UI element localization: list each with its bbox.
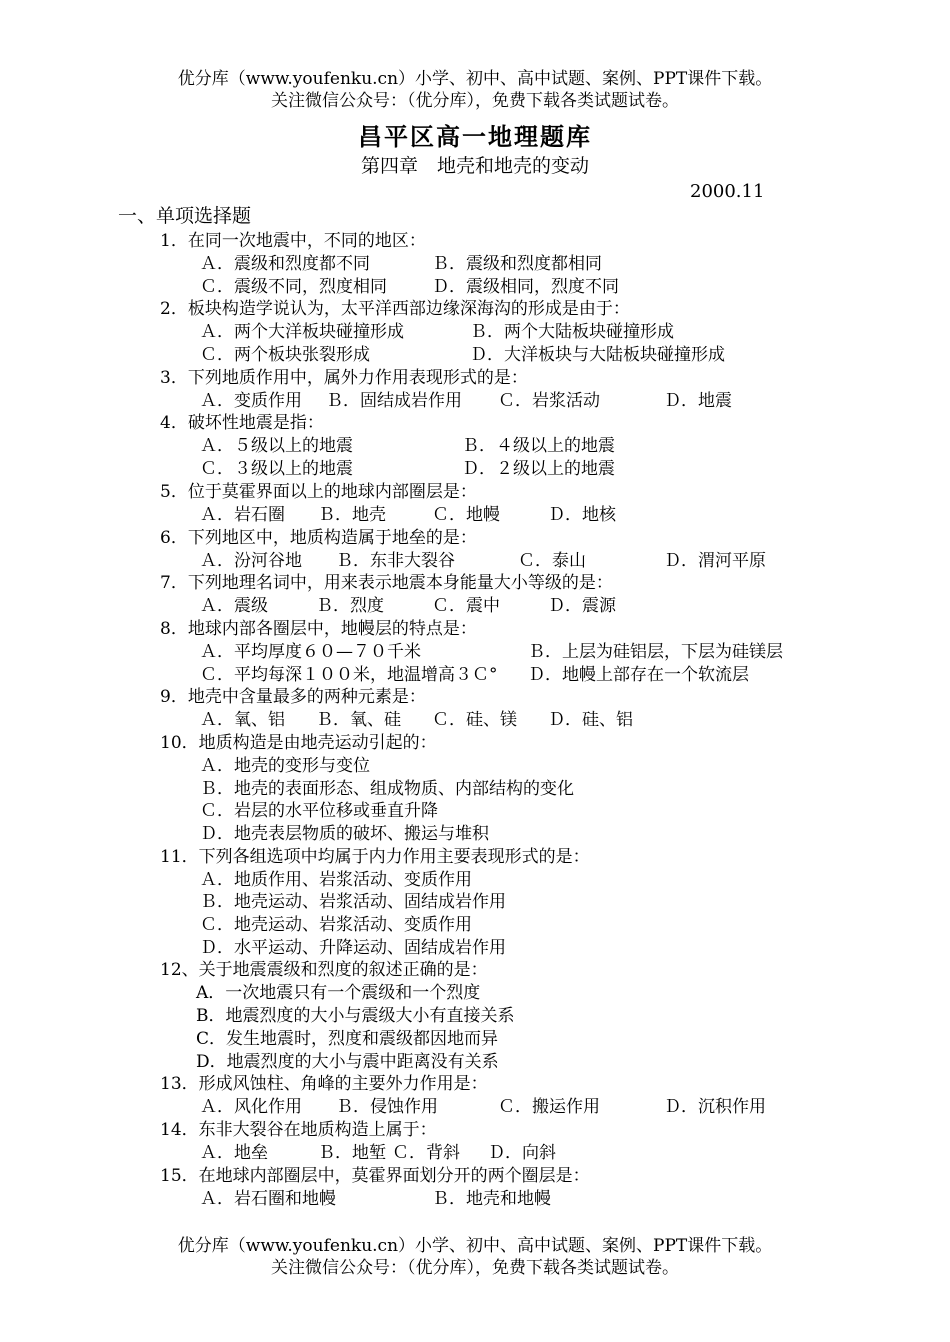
option-row (0, 390, 950, 413)
answer-option: Ｄ．地幔上部存在一个软流层 (528, 664, 749, 685)
answer-option: Ｃ．平均每深１００米，地温增高３Ｃ° (200, 664, 498, 685)
option-row (0, 755, 950, 778)
page-title: 昌平区高一地理题库 (358, 122, 592, 151)
answer-option: Ｂ．地壳 (318, 504, 386, 525)
answer-option: Ａ．平均厚度６０—７０千米 (200, 641, 421, 662)
question-stem: 7．下列地理名词中，用来表示地震本身能量大小等级的是： (160, 573, 613, 594)
answer-option: Ｂ．４级以上的地震 (462, 436, 615, 457)
question-10 (0, 732, 950, 846)
chapter-subtitle: 第四章 地壳和地壳的变动 (360, 155, 589, 177)
answer-option: Ａ．变质作用 (200, 390, 302, 411)
answer-option: Ａ．汾河谷地 (200, 550, 302, 571)
answer-option: B．地震烈度的大小与震级大小有直接关系 (196, 1006, 515, 1027)
answer-option: Ａ．岩石圈 (200, 504, 285, 525)
answer-option: Ｂ．地壳和地幔 (432, 1188, 551, 1209)
option-row (0, 253, 950, 276)
question-stem: 12、关于地震震级和烈度的叙述正确的是： (160, 960, 488, 981)
option-row (0, 891, 950, 914)
answer-option: Ｃ．背斜 (392, 1142, 460, 1163)
answer-option: Ｃ．硅、镁 (432, 710, 517, 731)
option-row (0, 823, 950, 846)
question-9 (0, 686, 950, 732)
answer-option: Ｂ．地壳的表面形态、组成物质、内部结构的变化 (200, 778, 574, 799)
question-stem: 8．地球内部各圈层中，地幔层的特点是： (160, 618, 477, 639)
option-row (0, 1028, 950, 1051)
answer-option: Ｄ．硅、铝 (548, 710, 633, 731)
date-label: 2000.11 (690, 181, 765, 202)
answer-option: Ｃ．岩层的水平位移或垂直升降 (200, 801, 438, 822)
option-row (0, 435, 950, 458)
question-4 (0, 412, 950, 480)
answer-option: Ｄ．大洋板块与大陆板块碰撞形成 (470, 345, 725, 366)
answer-option: Ａ．风化作用 (200, 1097, 302, 1118)
option-row (0, 276, 950, 299)
footer-line-1: 优分库（www.youfenku.cn）小学、初中、高中试题、案例、PPT课件下载。 (177, 1236, 773, 1256)
answer-option: Ｂ．固结成岩作用 (326, 390, 462, 411)
answer-option: Ｃ．地幔 (432, 504, 500, 525)
question-14 (0, 1119, 950, 1165)
answer-option: Ａ．地壳的变形与变位 (200, 755, 370, 776)
answer-option: D．地震烈度的大小与震中距离没有关系 (196, 1051, 499, 1072)
question-3 (0, 367, 950, 413)
answer-option: Ｃ．泰山 (518, 550, 586, 571)
option-row (0, 550, 950, 573)
answer-option: Ｄ．２级以上的地震 (462, 459, 615, 480)
option-row (0, 321, 950, 344)
footer-line-2: 关注微信公众号：（优分库），免费下载各类试题试卷。 (271, 1258, 679, 1278)
option-row (0, 1005, 950, 1028)
answer-option: Ｂ．氧、硅 (316, 710, 401, 731)
option-row (0, 937, 950, 960)
answer-option: Ｄ．地壳表层物质的破坏、搬运与堆积 (200, 824, 489, 844)
answer-option: Ｂ．侵蚀作用 (336, 1097, 438, 1118)
question-stem: 9．地壳中含量最多的两种元素是： (160, 687, 426, 708)
answer-option: Ｂ．地壳运动、岩浆活动、固结成岩作用 (200, 892, 506, 913)
answer-option: Ａ．地垒 (200, 1142, 268, 1163)
question-stem: 3．下列地质作用中，属外力作用表现形式的是： (160, 367, 528, 388)
answer-option: Ｄ．地核 (548, 504, 616, 525)
answer-option: Ｂ．地堑 (318, 1142, 386, 1163)
option-row (0, 869, 950, 892)
answer-option: Ｂ．上层为硅铝层，下层为硅镁层 (528, 641, 783, 662)
question-stem: 14．东非大裂谷在地质构造上属于： (160, 1119, 437, 1140)
question-stem: 6．下列地区中，地质构造属于地垒的是： (160, 527, 477, 548)
answer-option: Ｂ．震级和烈度都相同 (432, 254, 602, 274)
question-13 (0, 1073, 950, 1119)
option-row (0, 914, 950, 937)
answer-option: Ａ．岩石圈和地幔 (200, 1188, 336, 1209)
answer-option: Ａ．震级 (200, 596, 268, 617)
option-row (0, 778, 950, 801)
answer-option: Ｂ．烈度 (316, 596, 384, 617)
answer-option: C．发生地震时，烈度和震级都因地而异 (196, 1028, 499, 1049)
option-row (0, 458, 950, 481)
answer-option: Ｃ．搬运作用 (498, 1097, 600, 1118)
question-12 (0, 959, 950, 1073)
option-row (0, 344, 950, 367)
header-line-1: 优分库（www.youfenku.cn）小学、初中、高中试题、案例、PPT课件下载。 (177, 69, 773, 89)
option-row (0, 800, 950, 823)
answer-option: Ｃ．两个板块张裂形成 (200, 345, 370, 366)
answer-option: Ｄ．向斜 (488, 1142, 556, 1163)
answer-option: Ｂ．东非大裂谷 (336, 550, 455, 571)
question-list (0, 230, 950, 1210)
question-6 (0, 527, 950, 573)
option-row (0, 1051, 950, 1074)
question-stem: 11．下列各组选项中均属于内力作用主要表现形式的是： (160, 846, 590, 867)
option-row (0, 1188, 950, 1211)
question-stem: 10．地质构造是由地壳运动引起的： (160, 732, 437, 753)
answer-option: Ａ．氧、铝 (200, 710, 285, 731)
question-1 (0, 230, 950, 298)
question-stem: 4．破坏性地震是指： (160, 413, 324, 434)
question-2 (0, 298, 950, 366)
answer-option: Ａ．震级和烈度都不同 (200, 254, 370, 274)
answer-option: Ｂ．两个大陆板块碰撞形成 (470, 322, 674, 343)
answer-option: Ｃ．岩浆活动 (498, 390, 600, 411)
question-stem: 5．位于莫霍界面以上的地球内部圈层是： (160, 481, 477, 502)
answer-option: Ｃ．震级不同，烈度相同 (200, 276, 387, 297)
question-7 (0, 572, 950, 618)
answer-option: Ａ．地质作用、岩浆活动、变质作用 (200, 869, 472, 890)
question-11 (0, 846, 950, 960)
answer-option: Ａ．５级以上的地震 (200, 436, 353, 457)
answer-option: Ａ．两个大洋板块碰撞形成 (200, 322, 404, 343)
option-row (0, 982, 950, 1005)
question-5 (0, 481, 950, 527)
answer-option: Ｃ．震中 (432, 596, 500, 617)
answer-option: Ｃ．３级以上的地震 (200, 459, 353, 480)
answer-option: Ｄ．震级相同，烈度不同 (432, 276, 619, 297)
question-stem: 15．在地球内部圈层中，莫霍界面划分开的两个圈层是： (160, 1165, 590, 1186)
answer-option: Ｄ．震源 (548, 596, 616, 617)
answer-option: Ｄ．渭河平原 (664, 550, 766, 571)
answer-option: Ｃ．地壳运动、岩浆活动、变质作用 (200, 915, 472, 936)
question-stem: 1．在同一次地震中，不同的地区： (160, 231, 426, 251)
question-stem: 2．板块构造学说认为，太平洋西部边缘深海沟的形成是由于： (160, 299, 630, 320)
question-stem: 13．形成风蚀柱、角峰的主要外力作用是： (160, 1074, 488, 1095)
option-row (0, 664, 950, 687)
answer-option: Ｄ．地震 (664, 390, 732, 411)
answer-option: Ｄ．沉积作用 (664, 1097, 766, 1118)
option-row (0, 641, 950, 664)
answer-option: A．一次地震只有一个震级和一个烈度 (196, 983, 481, 1004)
header-line-2: 关注微信公众号：（优分库），免费下载各类试题试卷。 (271, 91, 679, 111)
question-8 (0, 618, 950, 686)
option-row (0, 709, 950, 732)
option-row (0, 1142, 950, 1165)
question-15 (0, 1165, 950, 1211)
section-heading: 一、单项选择题 (118, 205, 252, 227)
option-row (0, 1096, 950, 1119)
answer-option: Ｄ．水平运动、升降运动、固结成岩作用 (200, 937, 506, 958)
option-row (0, 595, 950, 618)
option-row (0, 504, 950, 527)
